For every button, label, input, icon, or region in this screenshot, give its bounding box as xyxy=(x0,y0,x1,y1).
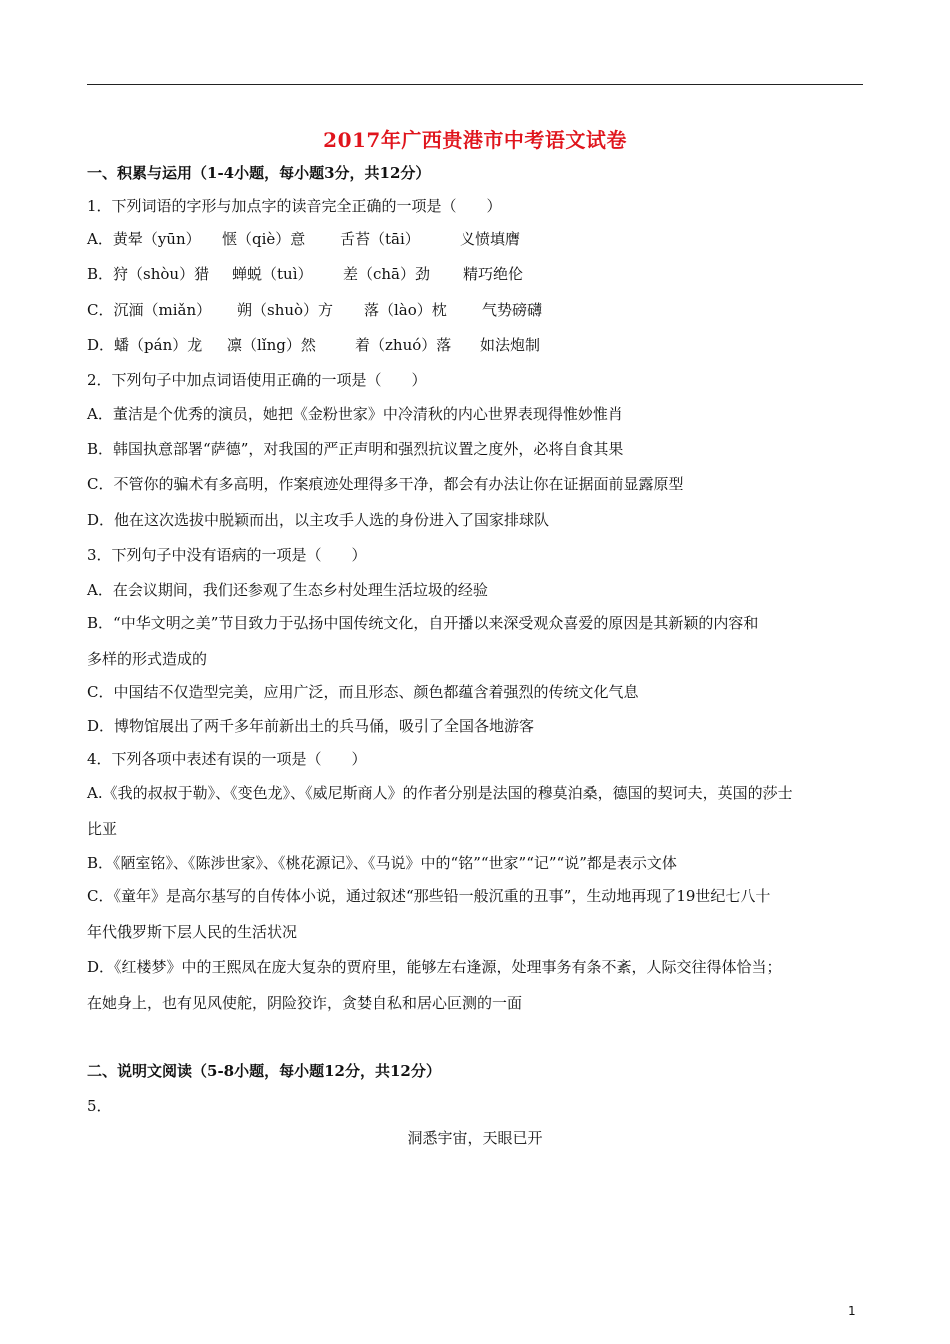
q3-option-a: A．在会议期间，我们还参观了生态乡村处理生活垃圾的经验 xyxy=(87,581,488,599)
q1-a-item: 惬（qiè）意 xyxy=(222,230,306,248)
q2-option-d: D．他在这次选拔中脱颖而出，以主攻手人选的身份进入了国家排球队 xyxy=(87,511,550,529)
q1-b-item: 差（chā）劲 xyxy=(343,265,431,283)
q5-number: 5． xyxy=(87,1097,112,1115)
q1-stem: 1．下列词语的字形与加点字的读音完全正确的一项是（ ） xyxy=(87,197,502,215)
q1-b-item: 精巧绝伦 xyxy=(463,265,524,283)
q3-option-b-cont: 多样的形式造成的 xyxy=(87,650,208,668)
q1-option-c xyxy=(87,300,542,320)
q1-d-item: 如法炮制 xyxy=(480,336,541,354)
q4-option-d-cont: 在她身上，也有见风使舵，阴险狡诈，贪婪自私和居心叵测的一面 xyxy=(87,994,523,1012)
q2-option-b: B．韩国执意部署“萨德”，对我国的严正声明和强烈抗议置之度外，必将自食其果 xyxy=(87,440,624,458)
q4-option-c: C．《童年》是高尔基写的自传体小说，通过叙述“那些铅一般沉重的丑事”，生动地再现了19世纪七八十 xyxy=(87,887,771,905)
q1-c-item: 朔（shuò）方 xyxy=(237,301,334,319)
passage-title: 洞悉宇宙，天眼已开 xyxy=(407,1129,543,1147)
q3-option-d: D．博物馆展出了两千多年前新出土的兵马俑，吸引了全国各地游客 xyxy=(87,717,535,735)
q2-option-a: A．董洁是个优秀的演员，她把《金粉世家》中冷清秋的内心世界表现得惟妙惟肖 xyxy=(87,405,623,423)
q1-d-item: 凛（lǐng）然 xyxy=(227,336,316,354)
q4-stem: 4．下列各项中表述有误的一项是（ ） xyxy=(87,750,367,768)
q1-a-item: A．黄晕（yūn） xyxy=(87,230,201,248)
q1-d-item: D．蟠（pán）龙 xyxy=(87,336,203,354)
page-number: 1 xyxy=(848,1304,856,1318)
q1-option-b xyxy=(87,264,523,284)
q1-b-item: B．狩（shòu）猎 xyxy=(87,265,210,283)
q1-option-d xyxy=(87,335,540,355)
q4-option-b: B．《陋室铭》、《陈涉世家》、《桃花源记》、《马说》中的“铭”“世家”“记”“说”都是表示文体 xyxy=(87,854,677,872)
q2-option-c: C．不管你的骗术有多高明，作案痕迹处理得多干净，都会有办法让你在证据面前显露原型 xyxy=(87,475,684,493)
q1-a-item: 义愤填膺 xyxy=(460,230,521,248)
q1-c-item: C．沉湎（miǎn） xyxy=(87,301,212,319)
q1-c-item: 气势磅礴 xyxy=(482,301,543,319)
q3-option-b: B．“中华文明之美”节目致力于弘扬中国传统文化，自开播以来深受观众喜爱的原因是其新颖的内容和 xyxy=(87,614,759,632)
q1-a-item: 舌苔（tāi） xyxy=(340,230,420,248)
q3-option-c: C．中国结不仅造型完美，应用广泛，而且形态、颜色都蕴含着强烈的传统文化气息 xyxy=(87,683,639,701)
q3-stem: 3．下列句子中没有语病的一项是（ ） xyxy=(87,546,367,564)
q4-option-d: D．《红楼梦》中的王熙凤在庞大复杂的贾府里，能够左右逢源，处理事务有条不紊，人际交往得体恰当； xyxy=(87,958,782,976)
q1-option-a xyxy=(87,229,520,249)
q1-d-item: 着（zhuó）落 xyxy=(355,336,452,354)
q2-stem: 2．下列句子中加点词语使用正确的一项是（ ） xyxy=(87,371,427,389)
q4-option-c-cont: 年代俄罗斯下层人民的生活状况 xyxy=(87,923,298,941)
section-2-heading: 二、说明文阅读（5-8小题，每小题12分，共12分） xyxy=(87,1062,441,1080)
q4-option-a: A.《我的叔叔于勒》、《变色龙》、《威尼斯商人》的作者分别是法国的穆莫泊桑，德国的契诃夫，英国的莎士 xyxy=(87,784,793,802)
header-rule xyxy=(87,84,863,85)
q1-c-item: 落（lào）枕 xyxy=(364,301,447,319)
section-1-heading: 一、积累与运用（1-4小题，每小题3分，共12分） xyxy=(87,164,431,182)
q4-option-a-cont: 比亚 xyxy=(87,820,118,838)
page-title: 2017年广西贵港市中考语文试卷 xyxy=(323,128,627,152)
q1-b-item: 蝉蜕（tuì） xyxy=(232,265,313,283)
